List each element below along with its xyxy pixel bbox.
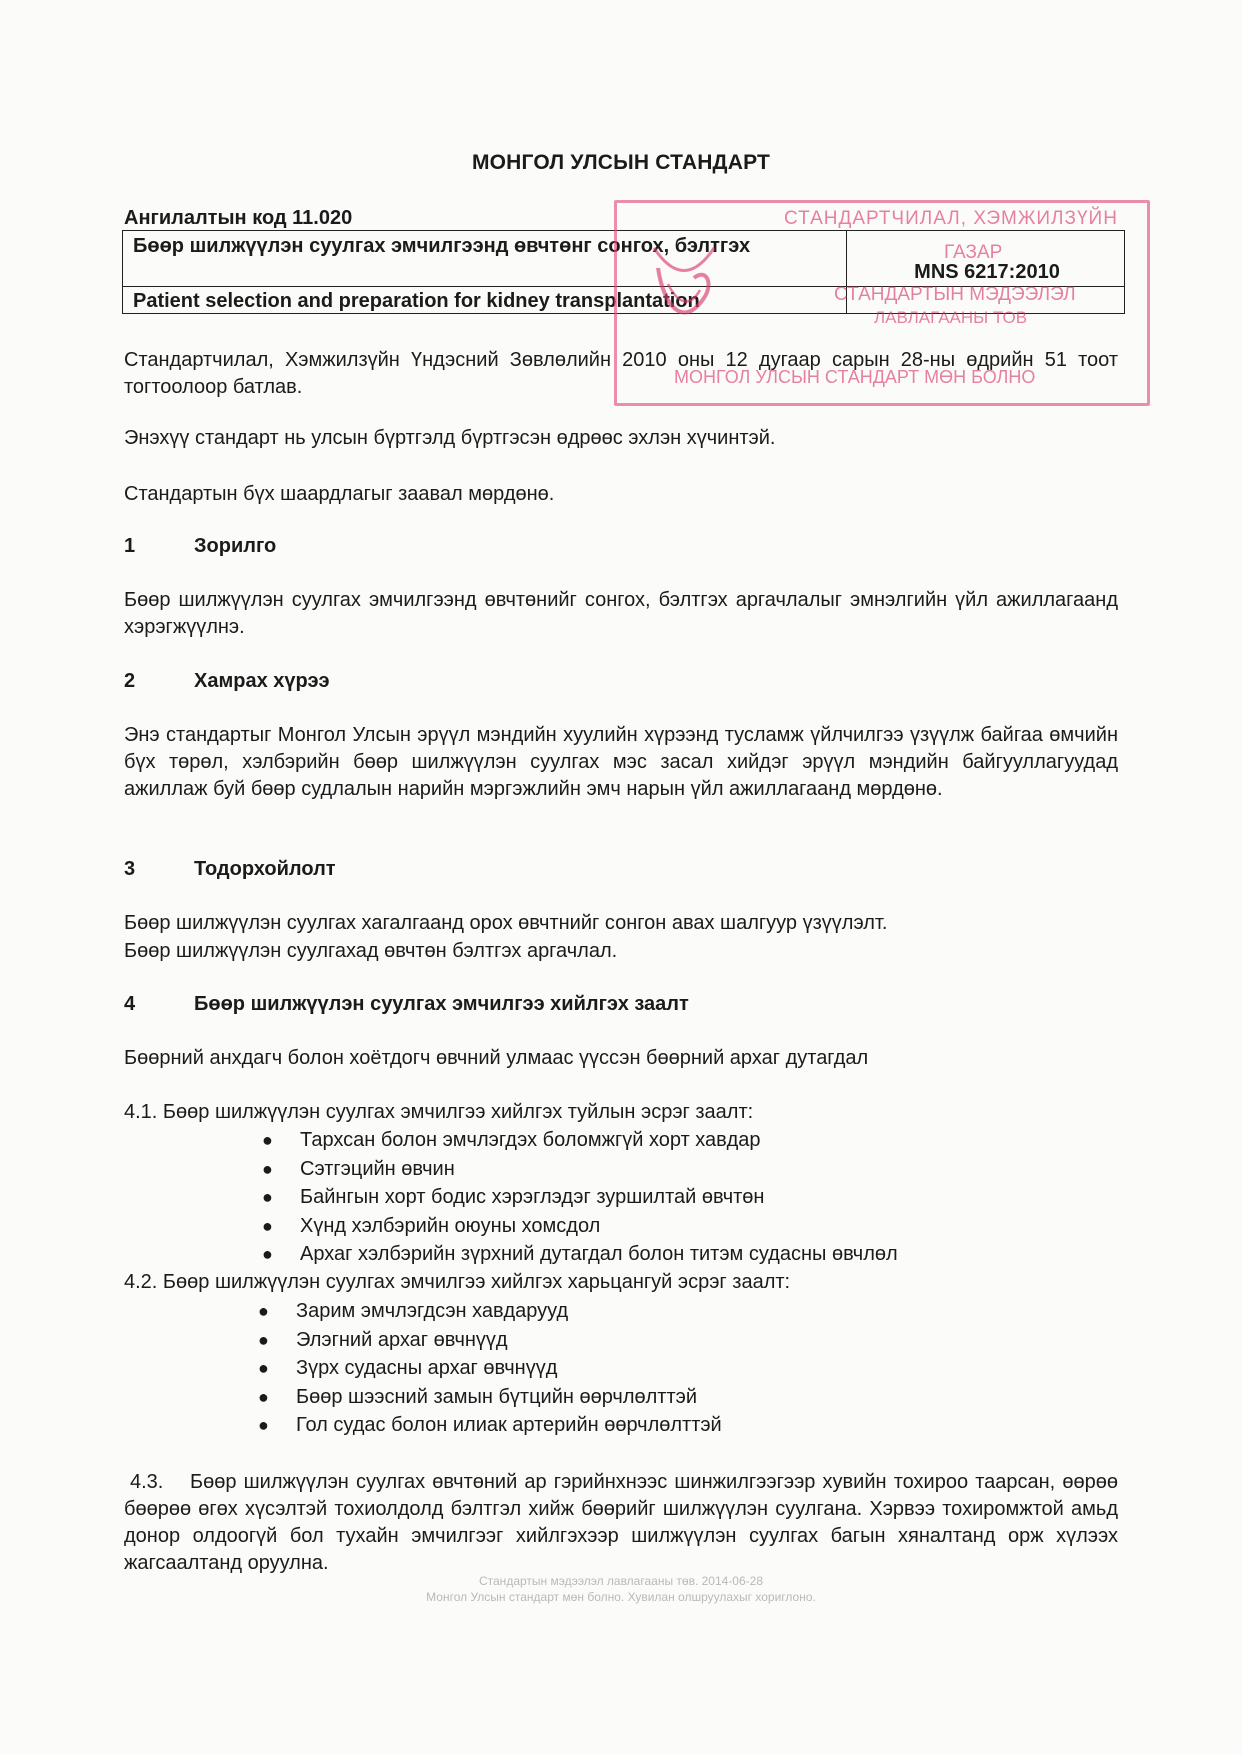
list-item-text: Архаг хэлбэрийн зүрхний дутагдал болон титэм судасны өвчлөл	[300, 1243, 898, 1265]
bullet-icon: ●	[262, 1158, 273, 1179]
approval-paragraph: Стандартчилал, Хэмжилзүйн Үндэсний Зөвлөлийн 2010 оны 12 дугаар сарын 28-ны өдрийн 51 тоот тогтоолоор батлав.	[124, 349, 1118, 398]
stamp-line-1: СТАНДАРТЧИЛАЛ, ХЭМЖИЛЗҮЙН	[784, 208, 1118, 229]
list-item	[262, 1126, 898, 1155]
subsection-4-1-list	[262, 1126, 898, 1269]
list-item-text: Хүнд хэлбэрийн оюуны хомсдол	[300, 1214, 601, 1237]
bullet-icon: ●	[262, 1187, 273, 1207]
list-item-text: Сэтгэцийн өвчин	[300, 1157, 455, 1180]
list-item-text: Зүрх судасны архаг өвчнүүд	[296, 1357, 558, 1379]
list-item-text: Элэгний архаг өвчнүүд	[296, 1328, 508, 1351]
standard-number: MNS 6217:2010	[914, 261, 1060, 283]
section-2-text: Энэ стандартыг Монгол Улсын эрүүл мэндийн хуулийн хүрээнд тусламж үйлчилгээ үзүүлж байгаа өмчийн бүх төрөл, хэлбэрийн бөөр шилжүүлэн суулгах мэс засал хийдэг эрүүл мэндийн байгууллагуудад ажиллаж буй бөөр судлалын нарийн мэргэжлийн эмч нарын үйл ажиллагаанд мөрдөнө.	[124, 724, 1118, 800]
list-item	[262, 1212, 898, 1241]
stamp-line-5: МОНГОЛ УЛСЫН СТАНДАРТ МӨН БОЛНО	[674, 367, 1036, 387]
section-1-number: 1	[124, 535, 136, 557]
bullet-icon: ●	[258, 1329, 269, 1350]
section-1-text: Бөөр шилжүүлэн суулгах эмчилгээнд өвчтөнийг сонгох, бэлтгэх аргачлалыг эмнэлгийн үйл ажиллагаанд хэрэгжүүлнэ.	[124, 589, 1118, 638]
stamp-line-2: ГАЗАР	[944, 242, 1003, 263]
subsection-4-2-list	[258, 1297, 722, 1440]
section-3-line-1: Бөөр шилжүүлэн суулгах хагалгаанд орох өвчтнийг сонгон авах шалгуур үзүүлэлт.	[124, 912, 888, 934]
section-2-title: Хамрах хүрээ	[194, 670, 330, 692]
section-3-title: Тодорхойлолт	[194, 858, 336, 880]
bullet-icon: ●	[262, 1244, 273, 1264]
bullet-icon: ●	[258, 1386, 269, 1407]
bullet-icon: ●	[262, 1215, 273, 1236]
section-3-line-2: Бөөр шилжүүлэн суулгахад өвчтөн бэлтгэх аргачлал.	[124, 940, 618, 962]
list-item	[262, 1240, 898, 1269]
list-item	[258, 1326, 722, 1355]
stamp-line-4: ЛАВЛАГААНЫ ТОВ	[874, 308, 1028, 327]
section-4-title: Бөөр шилжүүлэн суулгах эмчилгээ хийлгэх заалт	[194, 993, 689, 1015]
section-4-number: 4	[124, 993, 136, 1015]
list-item-text: Гол судас болон илиак артерийн өөрчлөлттэй	[296, 1414, 722, 1436]
watermark-line-2: Монгол Улсын стандарт мөн болно. Хувилан олшруулахыг хориглоно.	[426, 1590, 816, 1604]
list-item	[258, 1411, 722, 1440]
bullet-icon: ●	[258, 1301, 269, 1321]
section-1-title: Зорилго	[194, 535, 277, 557]
list-item	[258, 1383, 722, 1412]
subsection-4-3-label: 4.3.	[130, 1471, 164, 1493]
list-item	[262, 1155, 898, 1184]
list-item	[258, 1297, 722, 1326]
standard-title-mn: Бөөр шилжүүлэн суулгах эмчилгээнд өвчтөнг сонгох, бэлтгэх	[133, 235, 751, 257]
bullet-icon: ●	[258, 1358, 269, 1378]
list-item	[258, 1354, 722, 1383]
list-item-text: Байнгын хорт бодис хэрэглэдэг зуршилтай өвчтөн	[300, 1186, 765, 1208]
subsection-4-1-label: 4.1. Бөөр шилжүүлэн суулгах эмчилгээ хийлгэх туйлын эсрэг заалт:	[124, 1101, 754, 1123]
standard-title-en: Patient selection and preparation for kidney transplantation	[133, 290, 700, 312]
list-item-text: Тархсан болон эмчлэгдэх боломжгүй хорт хавдар	[300, 1129, 761, 1151]
bullet-icon: ●	[258, 1415, 269, 1435]
section-4-intro: Бөөрний анхдагч болон хоётдогч өвчний улмаас үүссэн бөөрний архаг дутагдал	[124, 1047, 869, 1069]
list-item	[262, 1183, 898, 1212]
section-3-number: 3	[124, 858, 136, 880]
list-item-text: Зарим эмчлэгдсэн хавдарууд	[296, 1300, 569, 1322]
document-title: МОНГОЛ УЛСЫН СТАНДАРТ	[471, 151, 771, 174]
stamp-line-3: СТАНДАРТЫН МЭДЭЭЛЭЛ	[834, 284, 1076, 305]
subsection-4-3-text: Бөөр шилжүүлэн суулгах өвчтөний ар гэрийнхнээс шинжилгээгээр хувийн тохироо таарсан, өөрөө бөөрөө өгөх хүсэлтэй тохиолдолд бэлтгэл хийж бөөрийг шилжүүлэн суулгана. Хэрвээ тохиромжтой амьд донор олдоогүй бол тухайн эмчилгээг хийлгэхээр шилжүүлэн суулгах багын хяналтанд орж хүлээх жагсаалтанд оруулна.	[124, 1471, 1118, 1574]
effective-paragraph: Энэхүү стандарт нь улсын бүртгэлд бүртгэсэн өдрөөс эхлэн хүчинтэй.	[124, 427, 776, 449]
mandatory-paragraph: Стандартын бүх шаардлагыг заавал мөрдөнө.	[124, 483, 555, 505]
bullet-icon: ●	[262, 1130, 273, 1150]
list-item-text: Бөөр шээсний замын бүтцийн өөрчлөлттэй	[296, 1385, 697, 1408]
section-2-number: 2	[124, 670, 136, 692]
classification-code: Ангилалтын код 11.020	[124, 207, 353, 229]
stamp-seal-icon	[644, 238, 724, 334]
watermark-line-1: Стандартын мэдээлэл лавлагааны төв. 2014-06-28	[478, 1574, 763, 1588]
subsection-4-2-label: 4.2. Бөөр шилжүүлэн суулгах эмчилгээ хийлгэх харьцангуй эсрэг заалт:	[124, 1271, 791, 1293]
